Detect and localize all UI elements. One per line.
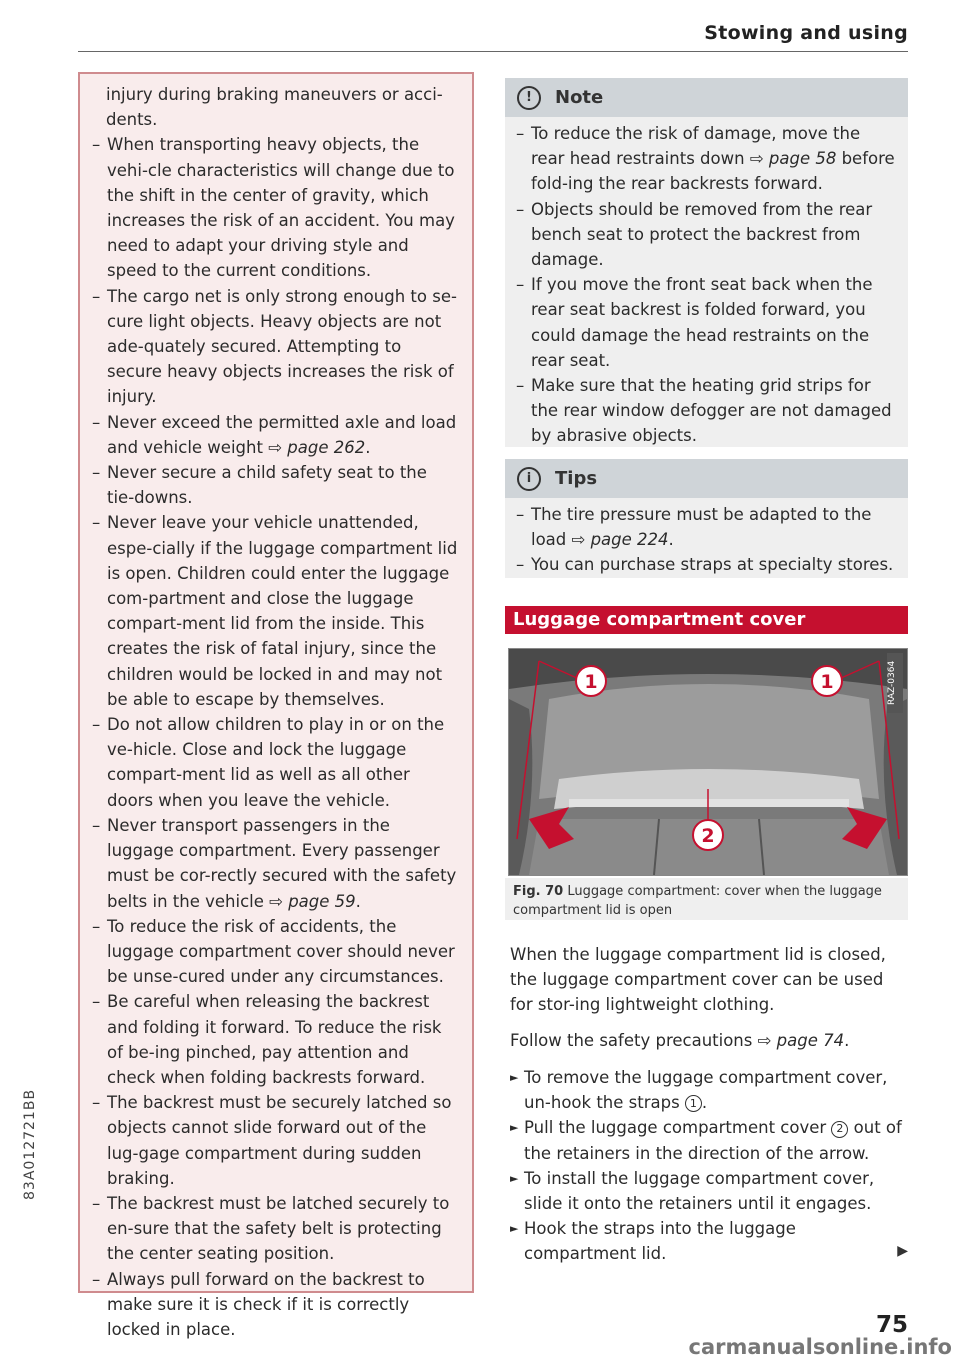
tips-header: [505, 459, 908, 498]
warning-item: – Always pull forward on the backrest to make sure it is check if it is correctly locked in place.: [92, 1267, 458, 1343]
warning-item: – The cargo net is only strong enough to se-cure light objects. Heavy objects are not ade-quately secured. Attempting to secure heavy objects increases the risk of injury.: [92, 284, 458, 410]
tips-list: [505, 498, 908, 578]
note-item: – Make sure that the heating grid strips for the rear window defogger are not damaged by abrasive objects.: [516, 373, 896, 449]
callout-badge: 2: [831, 1121, 848, 1138]
warning-intro: injury during braking maneuvers or acci-dents.: [106, 85, 443, 130]
body-paragraph: When the luggage compartment lid is closed, the luggage compartment cover can be used for stor-ing lightweight clothing.: [510, 945, 886, 1015]
page-number: 75: [875, 1312, 908, 1338]
section-heading: Luggage compartment cover: [505, 606, 908, 634]
figure-caption-text: Luggage compartment: cover when the luggage compartment lid is open: [513, 884, 882, 918]
warning-item: – The backrest must be latched securely to en-sure that the safety belt is protecting the center seating position.: [92, 1191, 458, 1267]
body-paragraph: Follow the safety precautions ⇨ page 74.: [510, 1031, 850, 1050]
page-ref-link[interactable]: ⇨ page 224: [571, 530, 669, 550]
warning-box: [78, 72, 474, 1339]
callout-2: 2: [701, 825, 715, 847]
step-item: ► Pull the luggage compartment cover 2 out of the retainers in the direction of the arrow.: [510, 1115, 908, 1165]
header-divider: [78, 51, 908, 52]
note-item: – Objects should be removed from the rear bench seat to protect the backrest from damage.: [516, 197, 896, 273]
note-list: [505, 117, 908, 449]
warning-item: – When transporting heavy objects, the vehi-cle characteristics will change due to the shift in the center of gravity, which increases the risk of an accident. You may need to adapt your driving style and speed to the current conditions.: [92, 132, 458, 283]
step-item: ► To install the luggage compartment cover, slide it onto the retainers until it engages.: [510, 1166, 908, 1216]
figure-caption: [505, 878, 908, 920]
warning-item: – Do not allow children to play in or on the ve-hicle. Close and lock the luggage compart-ment lid as well as all other doors when you leave the vehicle.: [92, 712, 458, 813]
warning-item: – Never leave your vehicle unattended, espe-cially if the luggage compartment lid is open. Children could enter the luggage com-partment and close the luggage compart-ment lid from the inside. This creates the risk of fatal injury, since the children would be locked in and may not be able to escape by themselves.: [92, 510, 458, 712]
warning-item: – To reduce the risk of accidents, the luggage compartment cover should never be unse-cured under any circumstances.: [92, 914, 458, 990]
page-ref-link[interactable]: ⇨ page 59: [269, 891, 356, 911]
step-item: ► Hook the straps into the luggage compartment lid.: [510, 1216, 908, 1266]
page-ref-link[interactable]: ⇨ page 58: [749, 149, 837, 169]
note-box: [505, 78, 908, 447]
callout-badge: 1: [685, 1095, 702, 1112]
exclamation-icon: !: [517, 86, 541, 110]
callout-1: 1: [820, 671, 834, 693]
note-header: [505, 78, 908, 117]
warning-item: – Never secure a child safety seat to the tie-downs.: [92, 460, 458, 510]
note-heading: Note: [555, 87, 604, 108]
page-header-title: Stowing and using: [704, 22, 908, 44]
instruction-steps: [510, 1065, 908, 1267]
warning-item: – Be careful when releasing the backrest and folding it forward. To reduce the risk of be-ing pinched, pay attention and check when folding backrests forward.: [92, 989, 458, 1090]
step-item: ► To remove the luggage compartment cover, un-hook the straps 1 .: [510, 1065, 908, 1115]
luggage-illustration: [509, 649, 907, 875]
tips-item: – You can purchase straps at specialty stores.: [516, 552, 896, 577]
figure-code: RAZ-0364: [887, 653, 903, 713]
tips-box: [505, 459, 908, 578]
document-code: 83A012721BB: [22, 1088, 38, 1200]
continue-arrow-icon: ▶: [897, 1243, 908, 1259]
callout-1: 1: [584, 671, 598, 693]
watermark: carmanualsonline.info: [688, 1335, 952, 1359]
figure-label: Fig. 70: [513, 884, 564, 899]
warning-item: – Never exceed the permitted axle and load and vehicle weight ⇨ page 262.: [92, 410, 458, 460]
note-item: – To reduce the risk of damage, move the rear head restraints down ⇨ page 58 before fold-ing the rear backrests forward.: [516, 121, 896, 197]
info-icon: i: [517, 467, 541, 491]
luggage-compartment-figure: [508, 648, 908, 876]
warning-item: – Never transport passengers in the luggage compartment. Every passenger must be cor-rectly secured with the safety belts in the vehicle ⇨ page 59.: [92, 813, 458, 914]
note-item: – If you move the front seat back when the rear seat backrest is folded forward, you could damage the head restraints on the rear seat.: [516, 272, 896, 373]
tips-item: – The tire pressure must be adapted to the load ⇨ page 224.: [516, 502, 896, 552]
tips-heading: Tips: [555, 468, 598, 489]
page-ref-link[interactable]: ⇨ page 74: [757, 1031, 845, 1050]
page-ref-link[interactable]: ⇨ page 262: [268, 437, 366, 457]
warning-item: – The backrest must be securely latched so objects cannot slide forward out of the lug-gage compartment during sudden braking.: [92, 1090, 458, 1191]
warning-list: [80, 132, 472, 1342]
